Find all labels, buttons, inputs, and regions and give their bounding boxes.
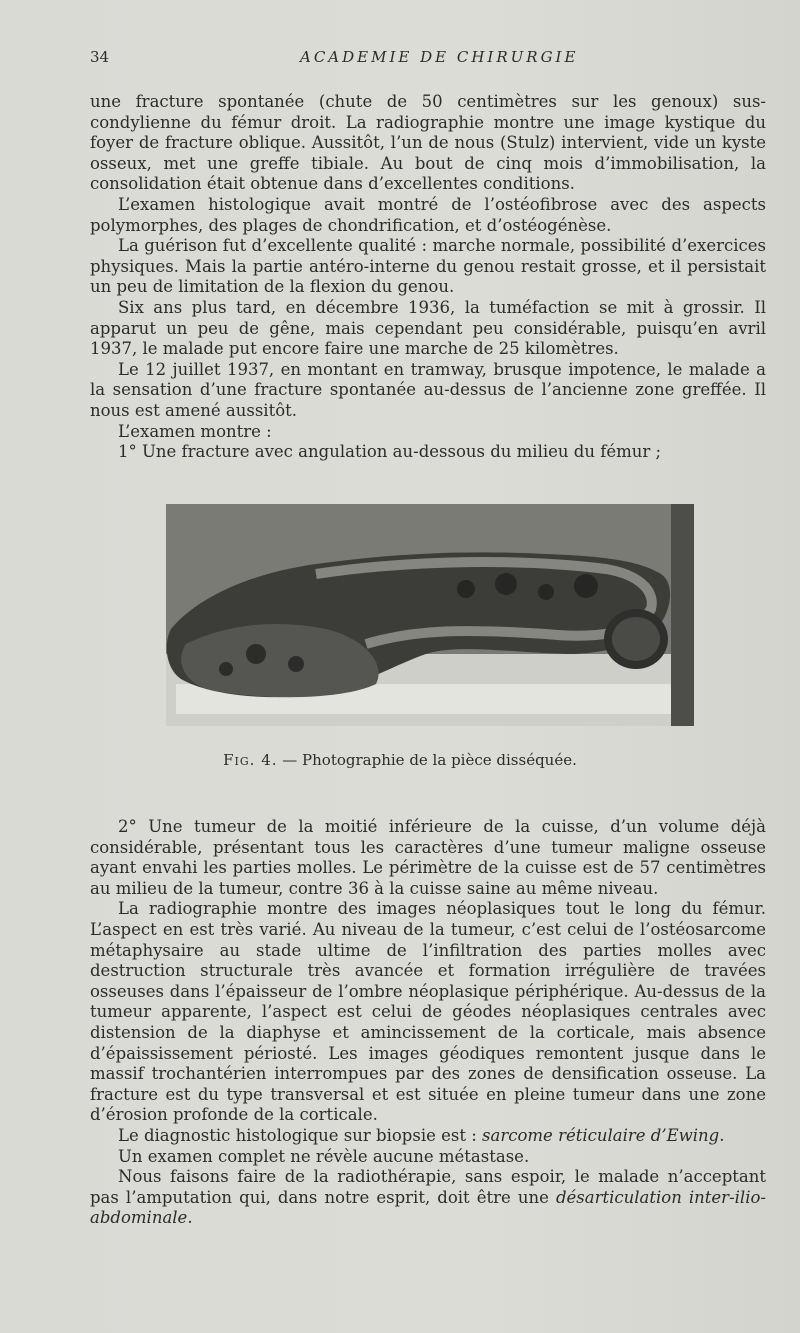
diagnosis-paragraph xyxy=(90,1126,766,1147)
paragraph: une fracture spontanée (chute de 50 centimètres sur les genoux) sus-condylienne du fémur droit. La radiographie montre une image kystique du foyer de fracture oblique. Aussitôt, l’un de nous (Stulz) intervient, vide un kyste osseux, met une greffe tibiale. Au bout de cinq mois d’immobilisation, la consolidation était obtenue dans d’excellentes conditions. xyxy=(90,92,766,194)
text-run: Nous faisons faire de la radiothérapie, sans espoir, le malade n’acceptant pas l’amputation qui, dans notre esprit, doit être une xyxy=(90,1167,766,1207)
text-run: Le diagnostic histologique sur biopsie est : xyxy=(118,1125,483,1145)
text-run: . xyxy=(187,1208,193,1228)
figure-label: Fig. 4. xyxy=(223,751,278,769)
final-emphasis: désarticulation inter-ilio-abdominale xyxy=(90,1187,766,1228)
text-run: . xyxy=(719,1125,725,1145)
paragraph: La guérison fut d’excellente qualité : marche normale, possibilité d’exercices physiques. Mais la partie antéro-interne du genou restait grosse, et il persistait un peu de limitation de la flexion du genou. xyxy=(90,236,766,297)
femur-specimen-photo xyxy=(166,504,694,726)
paragraph: La radiographie montre des images néoplasiques tout le long du fémur. L’aspect en est très varié. Au niveau de la tumeur, c’est celui de l’ostéosarcome métaphysaire au stade ultime de l’infiltration des parties molles avec destruction structurale très avancée et formation irrégulière de travées osseuses dans l’épaisseur de l’ombre néoplasique périphérique. Au-dessus de la tumeur apparente, l’aspect est celui de géodes néoplasiques centrales avec distension de la diaphyse et amincissement de la corticale, mais absence d’épaississement périosté. Les images géodiques remontent jusque dans le massif trochantérien interrompues par des zones de densification osseuse. La fracture est du type transversal et est située en pleine tumeur dans une zone d’érosion profonde de la corticale. xyxy=(90,899,766,1125)
running-title: ACADEMIE DE CHIRURGIE xyxy=(300,48,579,66)
paragraph: Le 12 juillet 1937, en montant en tramway, brusque impotence, le malade a la sensation d’une fracture spontanée au-dessus de l’ancienne zone greffée. Il nous est amené aussitôt. xyxy=(90,359,766,420)
figure-photograph xyxy=(166,504,694,726)
page-header xyxy=(90,48,770,70)
paragraph: L’examen histologique avait montré de l’ostéofibrose avec des aspects polymorphes, des plages de chondrification, et d’ostéogénèse. xyxy=(90,194,766,235)
caption-text: — Photographie de la pièce disséquée. xyxy=(277,751,577,769)
page-number: 34 xyxy=(90,48,110,66)
paragraph: L’examen montre : xyxy=(118,421,272,441)
paragraph: 1° Une fracture avec angulation au-dessous du milieu du fémur ; xyxy=(118,442,662,462)
diagnosis-emphasis: sarcome réticulaire d’Ewing xyxy=(482,1125,720,1145)
figure-caption xyxy=(0,751,800,769)
paragraph: Un examen complet ne révèle aucune métastase. xyxy=(118,1146,530,1166)
paragraph: 2° Une tumeur de la moitié inférieure de la cuisse, d’un volume déjà considérable, présentant tous les caractères d’une tumeur maligne osseuse ayant envahi les parties molles. Le périmètre de la cuisse est de 57 centimètres au milieu de la tumeur, contre 36 à la cuisse saine au même niveau. xyxy=(90,817,766,898)
final-paragraph xyxy=(90,1167,766,1229)
body-text-bottom xyxy=(90,817,766,1229)
paragraph: Six ans plus tard, en décembre 1936, la tuméfaction se mit à grossir. Il apparut un peu de gêne, mais cependant peu considérable, puisqu’en avril 1937, le malade put encore faire une marche de 25 kilomètres. xyxy=(90,297,766,359)
body-text-top xyxy=(90,92,766,463)
